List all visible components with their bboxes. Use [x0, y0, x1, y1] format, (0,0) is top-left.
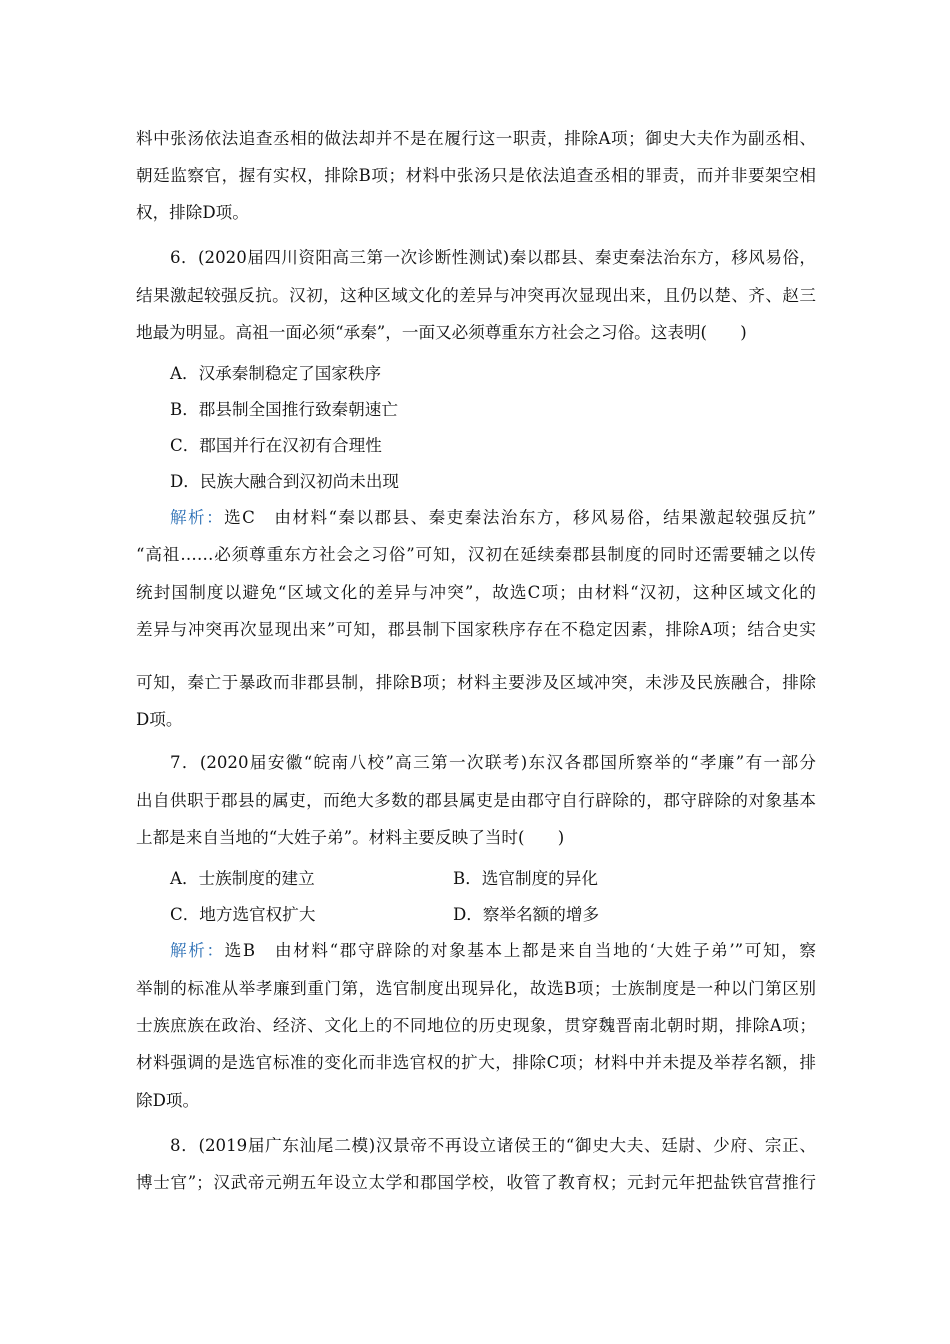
analysis-7-line: 除D项。 [136, 1091, 200, 1110]
analysis-6-line: D项。 [136, 710, 183, 729]
analysis-label: 解析： [170, 508, 225, 527]
text-line: 料中张汤依法追查丞相的做法却并不是在履行这一职责，排除A项；御史大夫作为副丞相、 [136, 129, 816, 148]
question-6-line: 6．(2020届四川资阳高三第一次诊断性测试)秦以郡县、秦吏秦法治东方，移风易俗， [170, 248, 816, 267]
analysis-6-line: 可知，秦亡于暴政而非郡县制，排除B项；材料主要涉及区域冲突，未涉及民族融合，排除 [136, 673, 816, 692]
question-7-line: 出自供职于郡县的属吏，而绝大多数的郡县属吏是由郡守自行辟除的，郡守辟除的对象基本 [136, 791, 816, 810]
option-c: C．郡国并行在汉初有合理性 [170, 436, 382, 455]
analysis-6-line: “高祖……必须尊重东方社会之习俗”可知，汉初在延续秦郡县制度的同时还需要辅之以传 [136, 545, 816, 564]
analysis-7-line: 解析：选B 由材料“郡守辟除的对象基本上都是来自当地的‘大姓子弟’”可知，察 [170, 941, 816, 960]
analysis-7-line: 士族庶族在政治、经济、文化上的不同地位的历史现象，贯穿魏晋南北朝时期，排除A项； [136, 1016, 816, 1035]
option-b: B．郡县制全国推行致秦朝速亡 [170, 400, 398, 419]
analysis-6-line: 统封国制度以避免“区域文化的差异与冲突”，故选C项；由材料“汉初，这种区域文化的 [136, 583, 816, 602]
analysis-7-line: 举制的标准从举孝廉到重门第，选官制度出现异化，故选B项；士族制度是一种以门第区别 [136, 979, 816, 998]
question-6-line: 地最为明显。高祖一面必须“承秦”，一面又必须尊重东方社会之习俗。这表明( ) [136, 323, 747, 342]
question-6-line: 结果激起较强反抗。汉初，这种区域文化的差异与冲突再次显现出来，且仍以楚、齐、赵三 [136, 286, 816, 305]
option-b: B．选官制度的异化 [453, 869, 598, 888]
question-7-line: 7．(2020届安徽“皖南八校”高三第一次联考)东汉各郡国所察举的“孝廉”有一部分 [170, 753, 816, 772]
option-a: A．士族制度的建立 [170, 869, 315, 888]
text-line: 朝廷监察官，握有实权，排除B项；材料中张汤只是依法追查丞相的罪责，而并非要架空相 [136, 166, 816, 185]
analysis-7-line: 材料强调的是选官标准的变化而非选官权的扩大，排除C项；材料中并未提及举荐名额，排 [136, 1053, 816, 1072]
analysis-label: 解析： [170, 941, 225, 960]
option-d: D．民族大融合到汉初尚未出现 [170, 472, 400, 491]
option-a: A．汉承秦制稳定了国家秩序 [170, 364, 382, 383]
text-line: 权，排除D项。 [136, 203, 249, 222]
question-8-line: 博士官”；汉武帝元朔五年设立太学和郡国学校，收管了教育权；元封元年把盐铁官营推行 [136, 1173, 816, 1192]
option-d: D．察举名额的增多 [453, 905, 600, 924]
analysis-6-line: 解析：选C 由材料“秦以郡县、秦吏秦法治东方，移风易俗，结果激起较强反抗” [170, 508, 817, 527]
option-c: C．地方选官权扩大 [170, 905, 316, 924]
question-7-line: 上都是来自当地的“大姓子弟”。材料主要反映了当时( ) [136, 828, 565, 847]
question-8-line: 8．(2019届广东汕尾二模)汉景帝不再设立诸侯王的“御史大夫、廷尉、少府、宗正、 [170, 1136, 816, 1155]
analysis-6-line: 差异与冲突再次显现出来”可知，郡县制下国家秩序存在不稳定因素，排除A项；结合史实 [136, 620, 816, 639]
